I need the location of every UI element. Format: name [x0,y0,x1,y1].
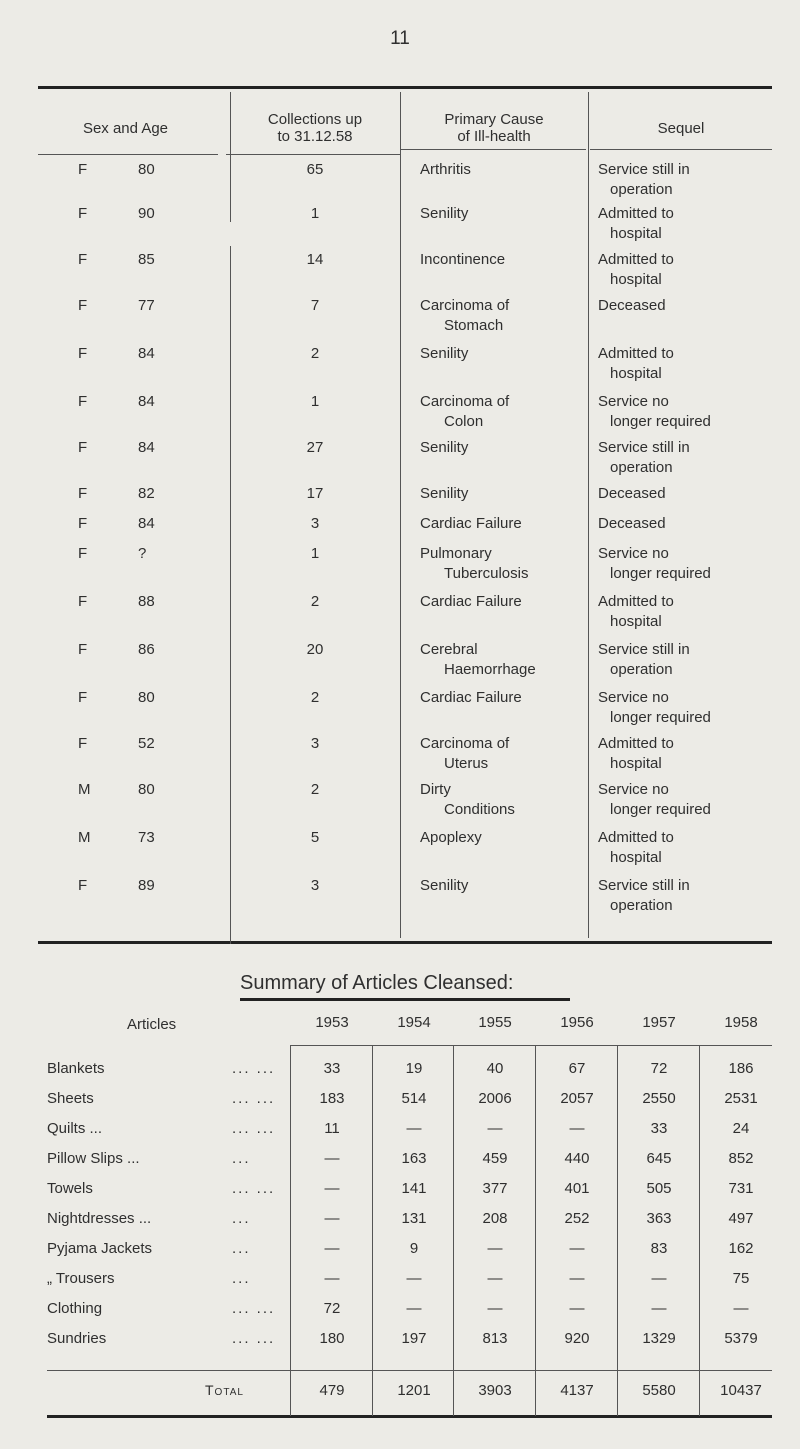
sequel-line: Admitted to [598,345,674,362]
header-articles: Articles [127,1016,177,1033]
collections-cell: 3 [310,735,320,752]
article-label [47,1330,287,1347]
value-cell: 852 [728,1150,754,1167]
year-header: 1954 [397,1014,431,1031]
sex-cell: F [78,161,88,178]
value-cell: 67 [568,1060,586,1077]
value-cell: — [324,1240,340,1257]
article-name: Pyjama Jackets [47,1240,153,1257]
page-number: 11 [390,28,410,49]
cause-line: Pulmonary [420,545,492,562]
leader-dots: ... ... [232,1330,276,1347]
value-cell: — [651,1300,667,1317]
sequel-cell [598,780,778,820]
value-cell: 183 [319,1090,345,1107]
collections-cell: 14 [306,251,324,268]
value-cell: 162 [728,1240,754,1257]
cause-line: Carcinoma of [420,735,510,752]
collections-cell: 1 [310,545,320,562]
cause-line: Senility [420,205,469,222]
cause-line: Cardiac Failure [420,515,522,532]
cause-cell [420,160,600,180]
total-cell: 5580 [642,1382,676,1399]
cause-cell [420,828,600,848]
value-cell: — [569,1270,585,1287]
sequel-line: operation [610,181,673,198]
sequel-cell [598,392,778,432]
sequel-line: Service still in [598,877,690,894]
cause-line: Senility [420,439,469,456]
sex-cell: F [78,251,88,268]
value-cell: 363 [646,1210,672,1227]
sequel-line: Service no [598,545,669,562]
sequel-cell [598,640,778,680]
collections-cell: 3 [310,515,320,532]
sex-cell: F [78,515,88,532]
cause-line: Arthritis [420,161,471,178]
value-cell: 645 [646,1150,672,1167]
sequel-cell [598,828,778,868]
article-name: Sheets [47,1090,94,1107]
sequel-line: Service still in [598,641,690,658]
value-cell: 19 [405,1060,423,1077]
column-divider [230,246,231,944]
sequel-line: Admitted to [598,251,674,268]
cause-line: Carcinoma of [420,393,510,410]
total-rule [47,1370,772,1371]
age-cell: 77 [138,297,155,314]
total-cell: 4137 [560,1382,594,1399]
value-cell: 2550 [642,1090,676,1107]
table-bottom-rule [38,941,772,944]
cause-cell [420,344,600,364]
collections-cell: 3 [310,877,320,894]
leader-dots: ... ... [232,1180,276,1197]
sequel-line: longer required [610,801,711,818]
cause-cell [420,544,600,584]
header-underline [38,154,218,155]
sequel-cell [598,544,778,584]
sequel-line: Deceased [598,485,666,502]
cause-line: Dirty [420,781,451,798]
value-cell: — [487,1240,503,1257]
collections-cell: 17 [306,485,324,502]
sequel-line: hospital [610,613,662,630]
sequel-line: hospital [610,849,662,866]
age-cell: 88 [138,593,155,610]
sequel-line: operation [610,661,673,678]
cause-line: Apoplexy [420,829,482,846]
sequel-cell [598,296,778,316]
value-cell: — [733,1300,749,1317]
value-cell: — [487,1120,503,1137]
value-cell: 83 [650,1240,668,1257]
cause-cell [420,392,600,432]
article-name: Blankets [47,1060,105,1077]
cause-cell [420,734,600,774]
leader-dots: ... [232,1210,251,1227]
sequel-cell [598,514,778,534]
leader-dots: ... [232,1270,251,1287]
year-header: 1953 [315,1014,349,1031]
age-cell: 80 [138,161,155,178]
article-name: Sundries [47,1330,107,1347]
value-cell: 163 [401,1150,427,1167]
sex-cell: F [78,545,88,562]
sequel-cell [598,204,778,244]
article-label [47,1120,287,1137]
sequel-cell [598,734,778,774]
article-name: Pillow Slips ... [47,1150,140,1167]
age-cell: 84 [138,393,155,410]
cause-cell [420,250,600,270]
sequel-cell [598,250,778,290]
value-cell: 401 [564,1180,590,1197]
sequel-line: hospital [610,365,662,382]
sex-cell: F [78,877,88,894]
value-cell: 252 [564,1210,590,1227]
value-cell: 40 [486,1060,504,1077]
value-cell: 813 [482,1330,508,1347]
sex-cell: F [78,297,88,314]
sex-cell: F [78,205,88,222]
sex-cell: F [78,735,88,752]
collections-cell: 2 [310,689,320,706]
value-cell: 440 [564,1150,590,1167]
value-cell: — [487,1300,503,1317]
value-cell: 197 [401,1330,427,1347]
age-cell: 80 [138,689,155,706]
age-cell: 52 [138,735,155,752]
sex-cell: M [78,829,91,846]
sequel-line: Admitted to [598,829,674,846]
year-header: 1955 [478,1014,512,1031]
value-cell: 920 [564,1330,590,1347]
collections-cell: 7 [310,297,320,314]
year-header: 1956 [560,1014,594,1031]
column-divider [535,1046,536,1416]
cause-line: Haemorrhage [444,661,536,678]
cause-cell [420,688,600,708]
cause-line: Colon [444,413,484,430]
cause-line: Cardiac Failure [420,689,522,706]
summary-table [47,1000,772,1420]
value-cell: — [569,1120,585,1137]
age-cell: 73 [138,829,155,846]
header-sex-age: Sex and Age [82,120,169,137]
leader-dots: ... ... [232,1090,276,1107]
value-cell: 377 [482,1180,508,1197]
sex-cell: F [78,593,88,610]
value-cell: — [324,1180,340,1197]
collections-cell: 1 [310,393,320,410]
article-label [47,1270,287,1287]
value-cell: 141 [401,1180,427,1197]
sequel-line: Service no [598,689,669,706]
column-divider [617,1046,618,1416]
value-cell: — [324,1210,340,1227]
sex-cell: F [78,345,88,362]
leader-dots: ... ... [232,1120,276,1137]
collections-cell: 20 [306,641,324,658]
cause-line: Cardiac Failure [420,593,522,610]
sequel-line: Service no [598,781,669,798]
value-cell: 497 [728,1210,754,1227]
sequel-cell [598,688,778,728]
collections-cell: 1 [310,205,320,222]
sequel-cell [598,484,778,504]
total-cell: 10437 [720,1382,762,1399]
column-divider [372,1046,373,1416]
cause-cell [420,484,600,504]
sequel-line: Deceased [598,515,666,532]
collections-cell: 65 [306,161,324,178]
value-cell: 131 [401,1210,427,1227]
cause-line: Senility [420,877,469,894]
total-cell: 3903 [478,1382,512,1399]
sex-cell: F [78,485,88,502]
sequel-line: Service no [598,393,669,410]
article-label [47,1180,287,1197]
collections-cell: 5 [310,829,320,846]
value-cell: 11 [324,1120,340,1137]
value-cell: 5379 [724,1330,758,1347]
article-name: Quilts ... [47,1120,103,1137]
case-table [38,86,772,944]
article-name: Towels [47,1180,93,1197]
cause-line: Uterus [444,755,489,772]
value-cell: — [406,1300,422,1317]
cause-line: Senility [420,485,469,502]
sequel-cell [598,344,778,384]
cause-cell [420,438,600,458]
leader-dots: ... [232,1150,251,1167]
age-cell: 85 [138,251,155,268]
sequel-line: Admitted to [598,593,674,610]
value-cell: 72 [650,1060,668,1077]
article-label [47,1150,287,1167]
header-sequel: Sequel [657,120,705,137]
value-cell: — [406,1120,422,1137]
total-cell: 1201 [397,1382,431,1399]
sequel-line: operation [610,459,673,476]
total-label: Total [205,1382,244,1398]
sequel-line: longer required [610,565,711,582]
year-header: 1957 [642,1014,676,1031]
sequel-line: hospital [610,271,662,288]
sequel-line: Admitted to [598,205,674,222]
value-cell: 2057 [560,1090,594,1107]
cause-cell [420,640,600,680]
article-label [47,1060,287,1077]
sex-cell: F [78,439,88,456]
table-top-rule [38,86,772,89]
age-cell: 84 [138,345,155,362]
cause-line: Carcinoma of [420,297,510,314]
value-cell: 186 [728,1060,754,1077]
value-cell: 72 [323,1300,341,1317]
sequel-line: hospital [610,755,662,772]
value-cell: — [324,1150,340,1167]
article-name: „ Trousers [47,1270,115,1287]
collections-cell: 27 [306,439,324,456]
value-cell: — [487,1270,503,1287]
age-cell: 84 [138,439,155,456]
age-cell: 90 [138,205,155,222]
value-cell: 208 [482,1210,508,1227]
sex-cell: F [78,393,88,410]
sequel-cell [598,438,778,478]
column-divider [290,1046,291,1416]
sex-cell: F [78,689,88,706]
value-cell: 459 [482,1150,508,1167]
article-label [47,1090,287,1107]
article-name: Clothing [47,1300,103,1317]
sequel-cell [598,160,778,200]
leader-dots: ... ... [232,1060,276,1077]
age-cell: ? [138,545,147,562]
sequel-cell [598,592,778,632]
cause-line: Tuberculosis [444,565,529,582]
collections-cell: 2 [310,781,320,798]
cause-cell [420,296,600,336]
value-cell: 2531 [724,1090,758,1107]
collections-cell: 2 [310,345,320,362]
value-cell: — [651,1270,667,1287]
age-cell: 89 [138,877,155,894]
sequel-line: hospital [610,225,662,242]
value-cell: 2006 [478,1090,512,1107]
cause-cell [420,876,600,896]
header-collections: Collections up to 31.12.58 [267,111,363,145]
leader-dots: ... ... [232,1300,276,1317]
cause-line: Incontinence [420,251,506,268]
cause-cell [420,204,600,224]
value-cell: 731 [728,1180,754,1197]
cause-cell [420,780,600,820]
cause-line: Senility [420,345,469,362]
collections-cell: 2 [310,593,320,610]
value-cell: — [324,1270,340,1287]
value-cell: — [406,1270,422,1287]
header-primary-cause: Primary Cause of Ill-health [444,111,544,145]
age-cell: 82 [138,485,155,502]
value-cell: 24 [732,1120,750,1137]
article-label [47,1240,287,1257]
sequel-line: Admitted to [598,735,674,752]
cause-line: Stomach [444,317,504,334]
year-header: 1958 [724,1014,758,1031]
total-cell: 479 [319,1382,345,1399]
value-cell: 33 [323,1060,341,1077]
leader-dots: ... [232,1240,251,1257]
sequel-cell [598,876,778,916]
article-label [47,1210,287,1227]
cause-cell [420,514,600,534]
header-underline [590,149,772,150]
sex-cell: M [78,781,91,798]
value-cell: 33 [650,1120,668,1137]
value-cell: 1329 [642,1330,676,1347]
sequel-line: Service still in [598,439,690,456]
value-cell: — [569,1240,585,1257]
value-cell: 505 [646,1180,672,1197]
value-cell: 180 [319,1330,345,1347]
value-cell: — [569,1300,585,1317]
sequel-line: operation [610,897,673,914]
sequel-line: longer required [610,709,711,726]
header-underline [400,149,586,150]
header-underline [226,154,400,155]
value-cell: 514 [401,1090,427,1107]
cause-line: Conditions [444,801,515,818]
sequel-line: longer required [610,413,711,430]
value-cell: 75 [732,1270,750,1287]
sequel-line: Service still in [598,161,690,178]
article-name: Nightdresses ... [47,1210,152,1227]
sequel-line: Deceased [598,297,666,314]
column-divider [699,1046,700,1416]
age-cell: 86 [138,641,155,658]
column-divider [400,92,401,938]
article-label [47,1300,287,1317]
summary-title: Summary of Articles Cleansed: [240,972,514,994]
age-cell: 84 [138,515,155,532]
summary-bottom-rule [47,1415,772,1418]
cause-line: Cerebral [420,641,478,658]
sex-cell: F [78,641,88,658]
value-cell: 9 [409,1240,419,1257]
cause-cell [420,592,600,612]
age-cell: 80 [138,781,155,798]
